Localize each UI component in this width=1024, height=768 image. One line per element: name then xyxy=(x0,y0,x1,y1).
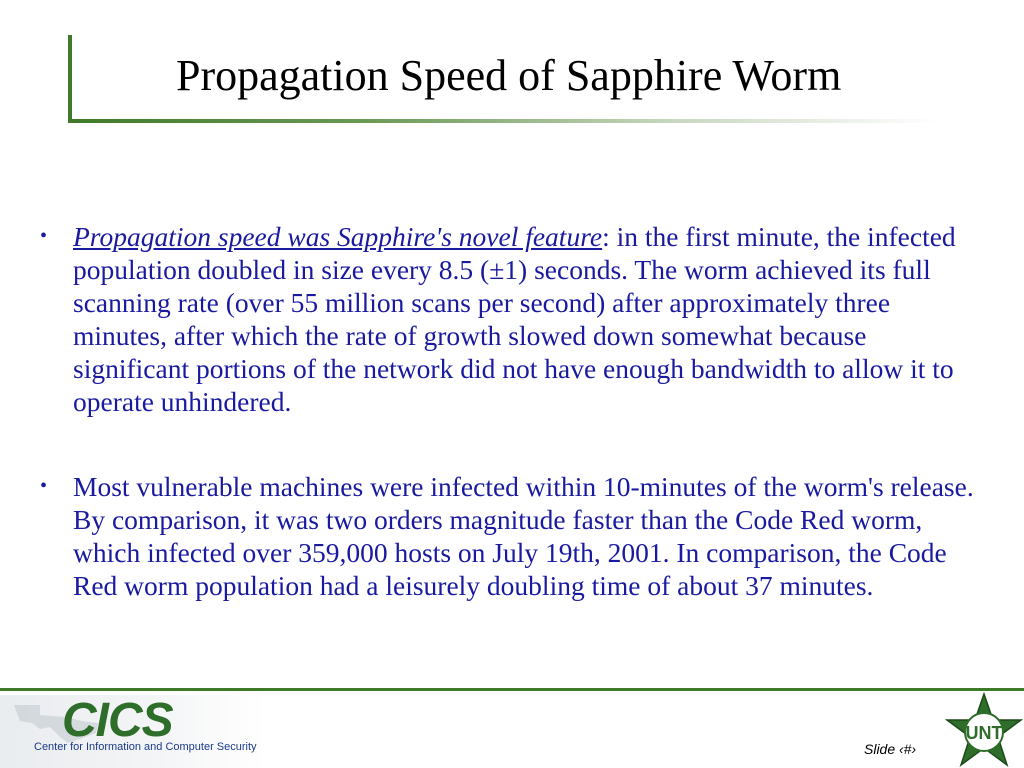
bullet-item xyxy=(40,470,975,602)
bullet-marker: • xyxy=(40,225,48,247)
bullet-text: : in the first minute, the infected population doubled in size every 8.5 (±1) seconds. The worm achieved its full scanning rate (over 55 million scans per second) after approximately three minutes, after which the rate of growth slowed down somewhat because significant portions of the network did not have enough bandwidth to allow it to operate unhindered. xyxy=(73,221,956,417)
unt-star-logo-icon xyxy=(944,692,1024,768)
bullet-marker: • xyxy=(40,475,48,497)
bullet-text: Most vulnerable machines were infected within 10-minutes of the worm's release. By comparison, it was two orders magnitude faster than the Code Red worm, which infected over 359,000 hosts on July 19th, 2001. In comparison, the Code Red worm population had a leisurely doubling time of about 37 minutes. xyxy=(73,471,974,601)
cics-tagline: Center for Information and Computer Security xyxy=(34,741,257,753)
title-accent-bar xyxy=(68,35,72,122)
cics-logo xyxy=(0,695,265,768)
cics-logo-text: CICS xyxy=(62,694,173,747)
bullet-list xyxy=(40,220,975,654)
footer-rule xyxy=(0,688,1024,691)
title-underline-rule xyxy=(68,119,938,123)
bullet-item xyxy=(40,220,975,418)
slide-title: Propagation Speed of Sapphire Worm xyxy=(176,51,842,100)
unt-logo-text: UNT xyxy=(965,723,1003,743)
bullet-lead-link[interactable]: Propagation speed was Sapphire's novel feature xyxy=(73,221,603,252)
slide-number: Slide ‹#› xyxy=(864,741,917,757)
